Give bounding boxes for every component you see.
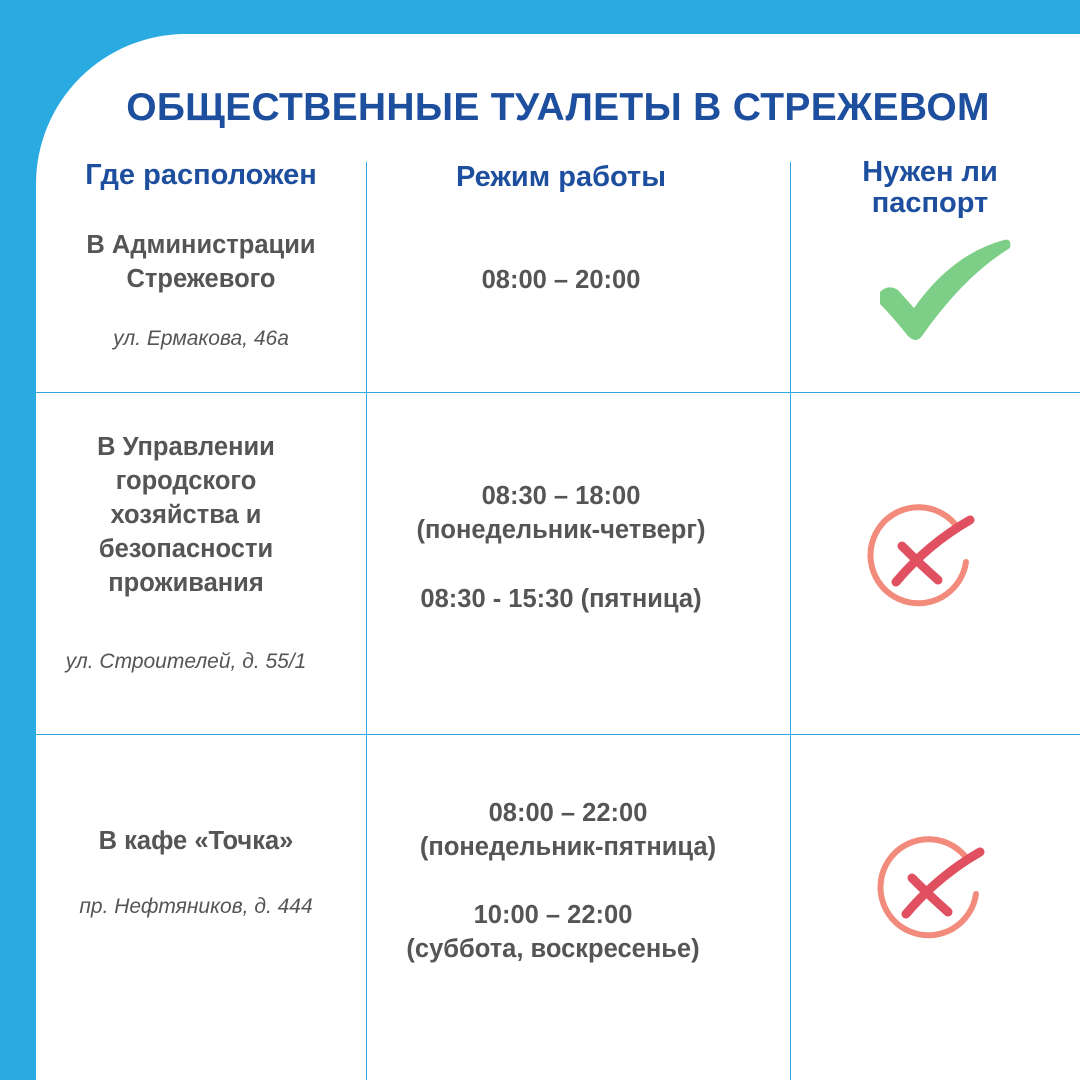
location-name: В Управлении городского хозяйства и безопасности проживания (97, 433, 275, 597)
location-name: В Администрации Стрежевого (86, 231, 316, 293)
column-divider (790, 162, 791, 1080)
cross-icon (872, 832, 992, 952)
working-hours: 08:30 – 18:00 (понедельник-четверг) (416, 482, 706, 544)
row-divider (36, 734, 1080, 735)
cross-icon (862, 500, 982, 620)
working-hours-weekend: 10:00 – 22:00 (суббота, воскресенье) (406, 901, 700, 963)
working-hours-friday: 08:30 - 15:30 (пятница) (420, 585, 702, 613)
location-address: ул. Ермакова, 46а (113, 327, 289, 350)
header-hours: Режим работы (456, 161, 666, 193)
page-title: ОБЩЕСТВЕННЫЕ ТУАЛЕТЫ В СТРЕЖЕВОМ (126, 86, 990, 129)
working-hours: 08:00 – 20:00 (481, 266, 641, 294)
location-address: ул. Строителей, д. 55/1 (65, 650, 307, 673)
row-divider (36, 392, 1080, 393)
check-icon (874, 232, 1014, 352)
location-address: пр. Нефтяников, д. 444 (79, 895, 313, 918)
location-name: В кафе «Точка» (98, 827, 294, 855)
working-hours-weekdays: 08:00 – 22:00 (понедельник-пятница) (419, 799, 717, 861)
header-passport: Нужен ли паспорт (862, 156, 998, 219)
header-location: Где расположен (85, 159, 317, 191)
